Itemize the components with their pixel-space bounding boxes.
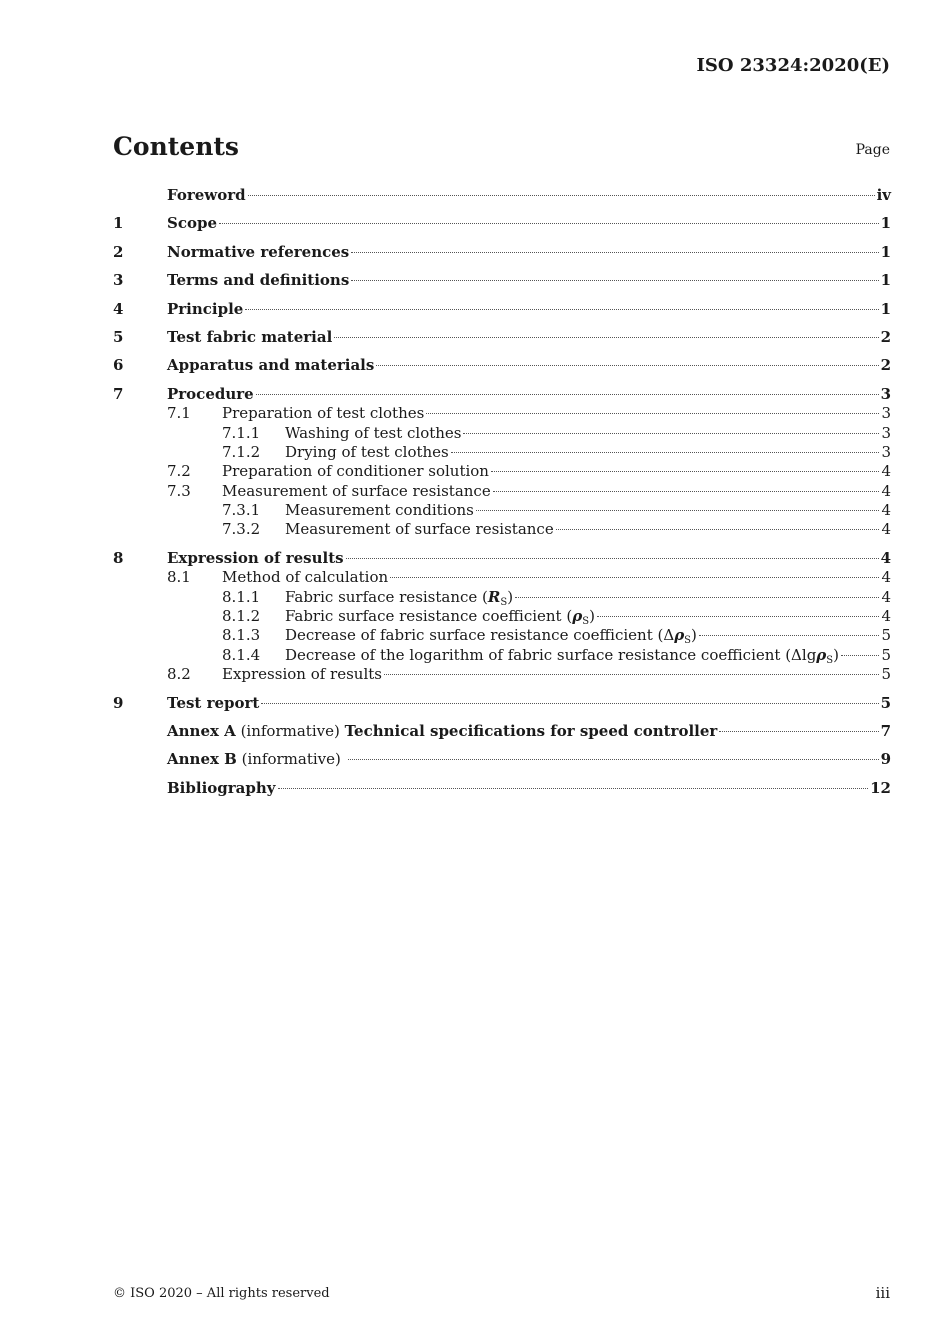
- toc-entry[interactable]: [113, 779, 891, 798]
- toc-entry-page: 7: [880, 721, 891, 740]
- toc-entry[interactable]: [113, 694, 891, 713]
- toc-entry-page: 5: [881, 626, 891, 645]
- toc-dot-leader: [476, 510, 880, 511]
- toc-entry-title: [285, 626, 697, 645]
- toc-dot-leader: [390, 577, 879, 578]
- toc-entry-title-text: Preparation of test clothes: [222, 404, 425, 423]
- toc-entry-number: 7.2: [167, 462, 191, 481]
- toc-entry-page: 4: [881, 568, 891, 587]
- toc-dot-leader: [256, 394, 879, 395]
- toc-entry-title: [222, 462, 489, 481]
- toc-entry-page: 4: [880, 548, 891, 567]
- toc-entry-title: [222, 665, 382, 684]
- toc-entry-title-text: Terms and definitions: [167, 271, 350, 290]
- toc-entry-title: [167, 271, 349, 290]
- toc-dot-leader: [556, 529, 880, 530]
- toc-entry-number: 8.1: [167, 568, 191, 587]
- toc-entry-number: 8.1.2: [222, 607, 261, 626]
- toc-entry-title-text: Principle: [167, 299, 244, 318]
- toc-dot-leader: [351, 280, 878, 281]
- toc-dot-leader: [278, 788, 869, 789]
- toc-entry-title-suffix: ): [507, 587, 514, 606]
- toc-entry-page: 9: [880, 750, 891, 769]
- toc-entry-number: 7.1.1: [222, 423, 261, 442]
- toc-entry-symbol: ρ: [816, 645, 827, 664]
- toc-entry-subscript: S: [582, 616, 590, 628]
- toc-entry-title: [167, 549, 344, 568]
- toc-entry-number: 7: [113, 384, 124, 403]
- toc-entry-page: 5: [881, 665, 891, 684]
- toc-entry-title: [167, 243, 349, 262]
- toc-entry[interactable]: [113, 300, 891, 319]
- toc-entry-title-text: Washing of test clothes: [285, 423, 462, 442]
- toc-entry-title: [167, 214, 217, 233]
- toc-dot-leader: [491, 471, 879, 472]
- toc-entry-title: [167, 779, 276, 798]
- toc-entry[interactable]: [113, 665, 891, 684]
- toc-entry-title-text: Expression of results: [222, 665, 382, 684]
- toc-entry-page: 5: [881, 645, 891, 664]
- toc-entry-symbol: ρ: [572, 607, 583, 626]
- toc-entry[interactable]: [113, 482, 891, 501]
- toc-entry[interactable]: [113, 214, 891, 233]
- toc-entry[interactable]: [113, 424, 891, 443]
- toc-entry-title-text: Apparatus and materials: [167, 356, 375, 375]
- toc-dot-leader: [245, 309, 878, 310]
- toc-entry-title: [222, 482, 491, 501]
- toc-entry-title-text: Foreword: [167, 186, 246, 204]
- toc-dot-leader: [841, 655, 879, 656]
- toc-entry-title: [285, 520, 554, 539]
- toc-entry-number: 8.1.3: [222, 626, 261, 645]
- toc-entry-number: 8.2: [167, 665, 191, 684]
- toc-dot-leader: [426, 413, 879, 414]
- toc-entry[interactable]: [113, 549, 891, 568]
- toc-entry-page: 2: [880, 356, 891, 375]
- toc-entry-title-text: Measurement of surface resistance: [222, 481, 491, 500]
- toc-entry[interactable]: [113, 385, 891, 404]
- toc-entry[interactable]: [113, 443, 891, 462]
- toc-entry-title-text: Decrease of the logarithm of fabric surface resistance coefficient (Δlg: [285, 645, 817, 664]
- toc-entry-number: 5: [113, 327, 124, 346]
- toc-entry-page: iv: [876, 186, 891, 204]
- page-column-label: Page: [855, 142, 890, 158]
- toc-dot-leader: [515, 597, 879, 598]
- toc-entry[interactable]: [113, 404, 891, 423]
- toc-entry[interactable]: [113, 568, 891, 587]
- toc-entry-title: [167, 356, 374, 375]
- toc-entry[interactable]: [113, 750, 891, 769]
- toc-entry[interactable]: [113, 271, 891, 290]
- toc-entry-number: 9: [113, 693, 124, 712]
- toc-entry-title-text: Preparation of conditioner solution: [222, 462, 489, 481]
- toc-entry[interactable]: [113, 356, 891, 375]
- toc-entry-page: 4: [881, 520, 891, 539]
- toc-entry[interactable]: [113, 328, 891, 347]
- toc-entry-title-part: (informative): [236, 750, 346, 769]
- toc-entry-page: 5: [880, 693, 891, 712]
- toc-entry-title: [167, 385, 254, 404]
- toc-dot-leader: [376, 365, 878, 366]
- toc-entry-title-text: Measurement of surface resistance: [285, 520, 554, 539]
- toc-entry-title-part: Technical specifications for speed controller: [344, 721, 718, 740]
- toc-dot-leader: [493, 491, 880, 492]
- toc-entry-subscript: S: [500, 596, 508, 608]
- toc-entry-page: 1: [880, 299, 891, 318]
- toc-entry[interactable]: [113, 243, 891, 262]
- toc-entry-title-suffix: ): [589, 607, 595, 626]
- toc-dot-leader: [219, 223, 879, 224]
- toc-entry-title: [167, 722, 717, 741]
- toc-entry-title-text: Measurement conditions: [285, 501, 474, 520]
- toc-entry-number: 1: [113, 214, 124, 233]
- toc-entry-number: 7.1: [167, 404, 191, 423]
- toc-entry-title: [167, 300, 243, 319]
- document-id: ISO 23324:2020(E): [696, 55, 890, 76]
- toc-entry-number: 3: [113, 271, 124, 290]
- toc-dot-leader: [248, 195, 875, 196]
- toc-entry-title: [285, 501, 474, 520]
- toc-entry-title: [285, 443, 449, 462]
- toc-entry-subscript: S: [826, 654, 834, 666]
- toc-entry-title-part: (informative): [235, 721, 345, 740]
- toc-entry-number: 8.1.4: [222, 645, 261, 664]
- toc-dot-leader: [597, 616, 880, 617]
- toc-entry-title-text: Decrease of fabric surface resistance coefficient (Δ: [285, 626, 675, 645]
- toc-entry-title-text: Method of calculation: [222, 568, 389, 587]
- toc-entry-number: 7.1.2: [222, 442, 261, 461]
- toc-entry[interactable]: [113, 646, 891, 665]
- toc-entry-title-text: Fabric surface resistance (: [285, 587, 488, 606]
- toc-entry-symbol: ρ: [674, 626, 685, 645]
- toc-dot-leader: [351, 252, 878, 253]
- table-of-contents: [113, 186, 891, 798]
- toc-entry-title-part: Annex B: [167, 750, 237, 769]
- page-number: iii: [875, 1284, 890, 1302]
- toc-dot-leader: [384, 674, 879, 675]
- toc-dot-leader: [346, 558, 879, 559]
- toc-entry-page: 4: [881, 501, 891, 520]
- toc-entry-number: 4: [113, 299, 124, 318]
- toc-entry-title-text: Test fabric material: [167, 327, 333, 346]
- toc-entry-page: 4: [881, 462, 891, 481]
- toc-entry-title-text: Expression of results: [167, 548, 344, 567]
- toc-entry[interactable]: [113, 462, 891, 481]
- toc-entry-page: 4: [881, 607, 891, 626]
- toc-entry-page: 3: [881, 404, 891, 423]
- toc-entry-title-text: Drying of test clothes: [285, 442, 449, 461]
- toc-dot-leader: [463, 433, 879, 434]
- toc-entry-title-text: Bibliography: [167, 778, 276, 797]
- toc-entry-number: 8: [113, 548, 124, 567]
- toc-entry-title-suffix: ): [691, 626, 697, 645]
- toc-entry-page: 3: [881, 423, 891, 442]
- toc-entry-page: 2: [880, 327, 891, 346]
- toc-entry-title: [285, 607, 595, 626]
- copyright-notice: © ISO 2020 – All rights reserved: [113, 1286, 330, 1301]
- toc-entry-number: 6: [113, 356, 124, 375]
- toc-entry-number: 8.1.1: [222, 587, 261, 606]
- toc-entry-title: [285, 424, 461, 443]
- toc-entry-title: [167, 186, 246, 205]
- toc-entry-title: [285, 646, 839, 665]
- toc-entry-page: 4: [881, 481, 891, 500]
- toc-entry-title: [222, 404, 424, 423]
- toc-entry-title-text: Procedure: [167, 384, 254, 403]
- toc-entry-subscript: S: [684, 635, 692, 647]
- toc-entry-page: 1: [880, 242, 891, 261]
- toc-entry-title-text: Fabric surface resistance coefficient (: [285, 607, 573, 626]
- toc-entry-number: 7.3: [167, 481, 191, 500]
- toc-entry-page: 3: [881, 442, 891, 461]
- toc-entry-page: 4: [881, 587, 891, 606]
- toc-dot-leader: [348, 759, 879, 760]
- toc-entry-page: 3: [880, 384, 891, 403]
- toc-entry-page: 12: [870, 778, 891, 797]
- toc-entry[interactable]: [113, 588, 891, 607]
- toc-entry[interactable]: [113, 722, 891, 741]
- toc-entry[interactable]: [113, 626, 891, 645]
- toc-dot-leader: [719, 731, 878, 732]
- toc-entry-symbol: R: [487, 587, 501, 606]
- toc-entry-number: 7.3.1: [222, 501, 261, 520]
- toc-entry-title-part: Annex A: [167, 721, 236, 740]
- toc-entry-title-suffix: ): [833, 645, 839, 664]
- toc-entry-page: 1: [880, 271, 891, 290]
- toc-entry-title-text: Normative references: [167, 242, 350, 261]
- toc-entry-number: 2: [113, 242, 124, 261]
- toc-entry-page: 1: [880, 214, 891, 233]
- toc-entry[interactable]: [113, 607, 891, 626]
- toc-dot-leader: [334, 337, 878, 338]
- toc-entry-title-text: Scope: [167, 214, 218, 233]
- toc-entry-number: 7.3.2: [222, 520, 261, 539]
- toc-entry[interactable]: [113, 186, 891, 205]
- contents-heading: Contents: [113, 132, 240, 161]
- toc-entry-title: [285, 588, 513, 607]
- toc-entry-title-text: Test report: [167, 693, 260, 712]
- toc-entry[interactable]: [113, 501, 891, 520]
- toc-entry[interactable]: [113, 520, 891, 539]
- toc-entry-title: [167, 328, 332, 347]
- toc-dot-leader: [261, 703, 878, 704]
- toc-entry-title: [222, 568, 388, 587]
- toc-entry-title: [167, 750, 346, 769]
- toc-entry-title: [167, 694, 259, 713]
- toc-dot-leader: [451, 452, 880, 453]
- toc-dot-leader: [699, 635, 880, 636]
